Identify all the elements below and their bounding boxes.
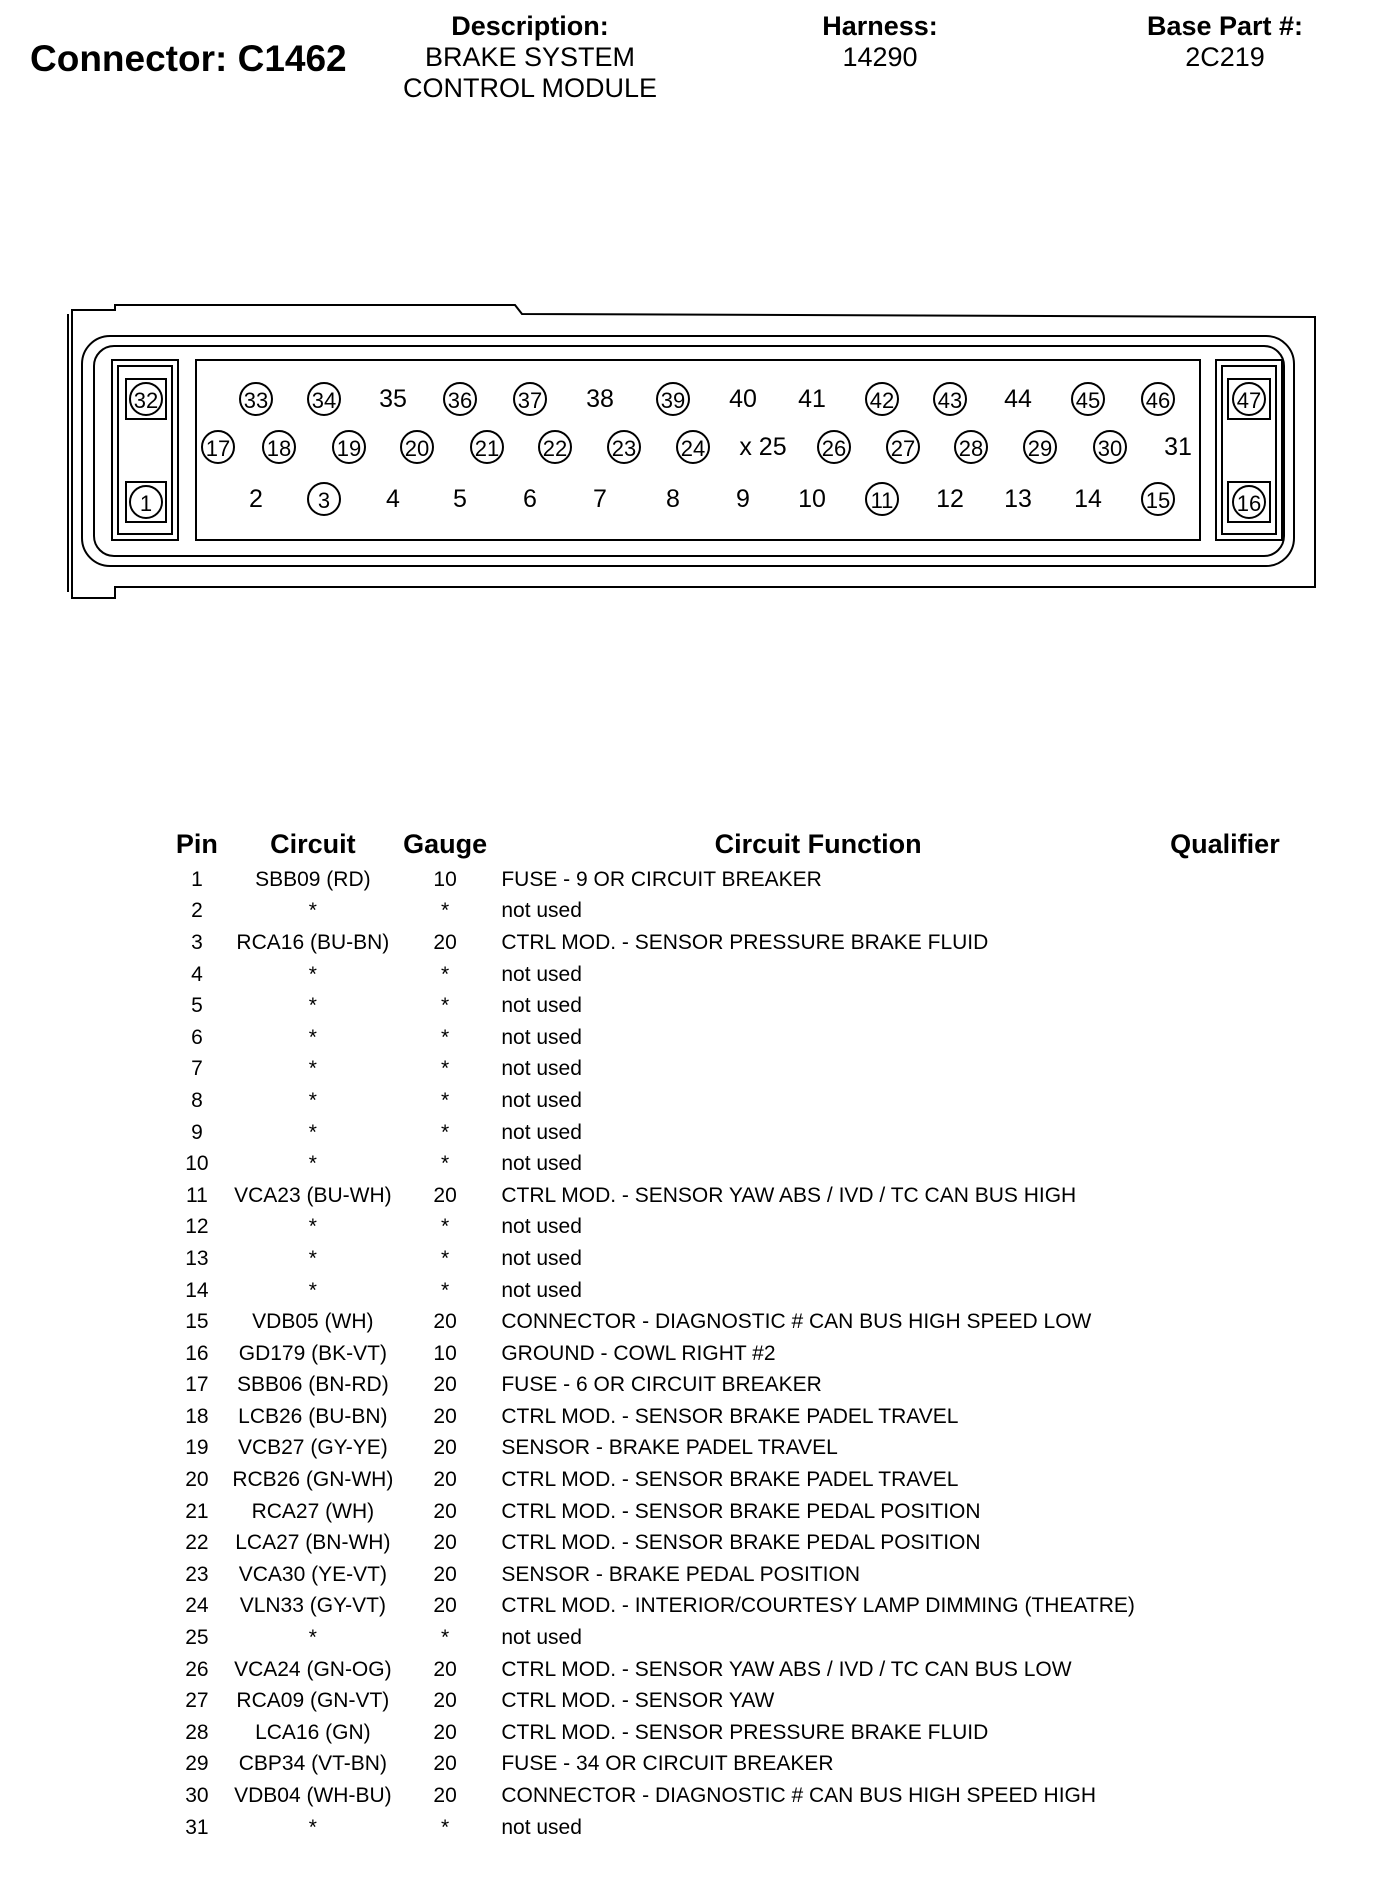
cell-qualifier [1135, 1717, 1315, 1749]
cell-gauge: 10 [433, 867, 457, 891]
cell-circuit: SBB09 (RD) [255, 867, 371, 891]
description-line-2: CONTROL MODULE [402, 73, 658, 103]
cell-circuit: LCB26 (BU-BN) [238, 1404, 388, 1428]
cell-circuit: * [308, 1246, 317, 1270]
cell-gauge: 20 [433, 1468, 457, 1492]
cell-circuit: CBP34 (VT-BN) [238, 1752, 387, 1776]
pin-30: 30 [1093, 430, 1127, 464]
cell-function: FUSE - 6 OR CIRCUIT BREAKER [501, 1373, 822, 1397]
table-row [165, 1338, 1315, 1370]
cell-function: CTRL MOD. - SENSOR PRESSURE BRAKE FLUID [501, 930, 989, 954]
cell-gauge: 20 [433, 1404, 457, 1428]
table-header-row [165, 824, 1315, 864]
cell-circuit: VDB04 (WH-BU) [234, 1784, 392, 1808]
cell-pin: 5 [191, 994, 203, 1018]
cell-circuit: RCA27 (WH) [251, 1499, 375, 1523]
cell-qualifier [1135, 1527, 1315, 1559]
cell-function: CONNECTOR - DIAGNOSTIC # CAN BUS HIGH SPEED HIGH [501, 1784, 1097, 1808]
cell-function: not used [501, 1246, 582, 1270]
pin-6: 6 [523, 485, 537, 513]
cell-gauge: 20 [433, 1752, 457, 1776]
pin-5: 5 [453, 485, 467, 513]
pin-7: 7 [593, 485, 607, 513]
cell-qualifier [1135, 1654, 1315, 1686]
cell-circuit: RCB26 (GN-WH) [232, 1468, 394, 1492]
cell-qualifier [1135, 1338, 1315, 1370]
cell-pin: 3 [191, 930, 203, 954]
cell-circuit: * [308, 899, 317, 923]
pin-19: 19 [332, 430, 366, 464]
cell-qualifier [1135, 1812, 1315, 1844]
pin-4: 4 [386, 485, 400, 513]
cell-circuit: LCA16 (GN) [255, 1720, 371, 1744]
table-row [165, 959, 1315, 991]
table-row [165, 1812, 1315, 1844]
cell-function: CTRL MOD. - SENSOR BRAKE PEDAL POSITION [501, 1531, 981, 1555]
cell-gauge: 20 [433, 1310, 457, 1334]
cell-qualifier [1135, 927, 1315, 959]
cell-pin: 29 [185, 1752, 209, 1776]
cell-pin: 26 [185, 1657, 209, 1681]
cell-function: not used [501, 1025, 582, 1049]
cell-circuit: * [308, 1215, 317, 1239]
cell-pin: 14 [185, 1278, 209, 1302]
pin-28: 28 [954, 430, 988, 464]
cell-gauge: 20 [433, 930, 457, 954]
cell-function: not used [501, 899, 582, 923]
cell-circuit: * [308, 994, 317, 1018]
cell-gauge: * [441, 1152, 450, 1176]
cell-qualifier [1135, 1243, 1315, 1275]
cell-qualifier [1135, 1749, 1315, 1781]
cell-qualifier [1135, 1022, 1315, 1054]
cell-gauge: * [441, 1626, 450, 1650]
header-circuit: Circuit [270, 828, 356, 859]
pin-14: 14 [1074, 485, 1102, 513]
cell-qualifier [1135, 1780, 1315, 1812]
cell-circuit: LCA27 (BN-WH) [235, 1531, 391, 1555]
pin-38: 38 [586, 385, 614, 413]
table-row [165, 1401, 1315, 1433]
pin-34: 34 [307, 382, 341, 416]
cell-circuit: * [308, 1088, 317, 1112]
pin-39: 39 [656, 382, 690, 416]
table-row [165, 1243, 1315, 1275]
cell-qualifier [1135, 896, 1315, 928]
cell-pin: 8 [191, 1088, 203, 1112]
cell-function: not used [501, 962, 582, 986]
pin-11: 11 [865, 482, 899, 516]
cell-pin: 30 [185, 1784, 209, 1808]
pinout-table-wrap [165, 824, 1315, 1843]
cell-function: CTRL MOD. - SENSOR BRAKE PADEL TRAVEL [501, 1468, 959, 1492]
cell-function: CTRL MOD. - SENSOR YAW ABS / IVD / TC CAN BUS HIGH [501, 1183, 1077, 1207]
table-row [165, 1054, 1315, 1086]
cell-circuit: RCA09 (GN-VT) [236, 1689, 390, 1713]
cell-qualifier [1135, 1433, 1315, 1465]
base-part-label: Base Part #: [1146, 11, 1304, 41]
header-qualifier: Qualifier [1170, 828, 1280, 859]
cell-pin: 13 [185, 1246, 209, 1270]
cell-gauge: * [441, 1088, 450, 1112]
table-row [165, 1212, 1315, 1244]
cell-function: not used [501, 994, 582, 1018]
cell-function: FUSE - 34 OR CIRCUIT BREAKER [501, 1752, 834, 1776]
pin-23: 23 [607, 430, 641, 464]
cell-circuit: * [308, 1120, 317, 1144]
cell-qualifier [1135, 1685, 1315, 1717]
harness-label: Harness: [822, 11, 938, 41]
cell-pin: 10 [185, 1152, 209, 1176]
cell-pin: 18 [185, 1404, 209, 1428]
connector-diagram [60, 300, 1320, 600]
cell-circuit: VCA30 (YE-VT) [238, 1562, 387, 1586]
cell-qualifier [1135, 1464, 1315, 1496]
cell-qualifier [1135, 1148, 1315, 1180]
cell-gauge: * [441, 1278, 450, 1302]
cell-pin: 31 [185, 1815, 209, 1839]
cell-function: CONNECTOR - DIAGNOSTIC # CAN BUS HIGH SPEED LOW [501, 1310, 1092, 1334]
pin-10: 10 [798, 485, 826, 513]
cell-qualifier [1135, 1085, 1315, 1117]
table-row [165, 1306, 1315, 1338]
table-row [165, 1496, 1315, 1528]
cell-pin: 28 [185, 1720, 209, 1744]
cell-pin: 24 [185, 1594, 209, 1618]
table-row [165, 1117, 1315, 1149]
cell-circuit: VCA23 (BU-WH) [234, 1183, 392, 1207]
cell-qualifier [1135, 1054, 1315, 1086]
table-row [165, 896, 1315, 928]
table-row [165, 1749, 1315, 1781]
pin-corner-top-right: 47 [1232, 382, 1266, 416]
pin-29: 29 [1023, 430, 1057, 464]
base-part-block [1110, 10, 1340, 73]
cell-pin: 9 [191, 1120, 203, 1144]
cell-gauge: 10 [433, 1341, 457, 1365]
pin-corner-bottom-left: 1 [129, 485, 163, 519]
description-block [380, 10, 680, 104]
cell-gauge: * [441, 962, 450, 986]
pin-41: 41 [798, 385, 826, 413]
cell-pin: 27 [185, 1689, 209, 1713]
cell-gauge: * [441, 1057, 450, 1081]
pin-31: 31 [1164, 433, 1192, 461]
cell-gauge: * [441, 994, 450, 1018]
cell-function: not used [501, 1088, 582, 1112]
cell-qualifier [1135, 1591, 1315, 1623]
cell-qualifier [1135, 1275, 1315, 1307]
cell-gauge: 20 [433, 1594, 457, 1618]
cell-function: not used [501, 1057, 582, 1081]
cell-circuit: * [308, 1152, 317, 1176]
cell-function: not used [501, 1815, 582, 1839]
cell-circuit: * [308, 1025, 317, 1049]
cell-function: SENSOR - BRAKE PEDAL POSITION [501, 1562, 860, 1586]
cell-qualifier [1135, 1401, 1315, 1433]
pin-40: 40 [729, 385, 757, 413]
pin-3: 3 [307, 482, 341, 516]
cell-qualifier [1135, 1306, 1315, 1338]
pin-20: 20 [400, 430, 434, 464]
table-row [165, 1022, 1315, 1054]
cell-qualifier [1135, 1559, 1315, 1591]
cell-gauge: * [441, 1815, 450, 1839]
pin-36: 36 [443, 382, 477, 416]
pin-17: 17 [201, 430, 235, 464]
pin-12: 12 [936, 485, 964, 513]
cell-function: not used [501, 1626, 582, 1650]
pin-corner-top-left: 32 [129, 382, 163, 416]
cell-pin: 21 [185, 1499, 209, 1523]
cell-gauge: * [441, 1120, 450, 1144]
cell-gauge: 20 [433, 1784, 457, 1808]
cell-gauge: * [441, 1246, 450, 1270]
cell-circuit: * [308, 1278, 317, 1302]
table-row [165, 1527, 1315, 1559]
pin-44: 44 [1004, 385, 1032, 413]
pin-24: 24 [676, 430, 710, 464]
description-label: Description: [451, 11, 609, 41]
cell-function: CTRL MOD. - SENSOR YAW ABS / IVD / TC CAN BUS LOW [501, 1657, 1072, 1681]
pin-42: 42 [865, 382, 899, 416]
cell-pin: 12 [185, 1215, 209, 1239]
header-gauge: Gauge [403, 828, 488, 859]
cell-pin: 15 [185, 1310, 209, 1334]
cell-gauge: 20 [433, 1436, 457, 1460]
pin-26: 26 [817, 430, 851, 464]
table-row [165, 1685, 1315, 1717]
cell-gauge: 20 [433, 1183, 457, 1207]
cell-circuit: * [308, 962, 317, 986]
cell-gauge: * [441, 899, 450, 923]
pin-8: 8 [666, 485, 680, 513]
cell-qualifier [1135, 1496, 1315, 1528]
table-row [165, 1654, 1315, 1686]
cell-function: not used [501, 1120, 582, 1144]
cell-circuit: VDB05 (WH) [252, 1310, 374, 1334]
cell-function: FUSE - 9 OR CIRCUIT BREAKER [501, 867, 822, 891]
table-row [165, 1717, 1315, 1749]
cell-qualifier [1135, 959, 1315, 991]
table-row [165, 1275, 1315, 1307]
pin-46: 46 [1141, 382, 1175, 416]
pin-35: 35 [379, 385, 407, 413]
table-row [165, 1622, 1315, 1654]
cell-function: CTRL MOD. - SENSOR PRESSURE BRAKE FLUID [501, 1720, 989, 1744]
cell-gauge: 20 [433, 1720, 457, 1744]
table-row [165, 1180, 1315, 1212]
cell-pin: 17 [185, 1373, 209, 1397]
cell-circuit: VCA24 (GN-OG) [234, 1657, 392, 1681]
cell-function: SENSOR - BRAKE PADEL TRAVEL [501, 1436, 838, 1460]
cell-function: CTRL MOD. - SENSOR YAW [501, 1689, 775, 1713]
pin-27: 27 [886, 430, 920, 464]
cell-pin: 1 [191, 867, 203, 891]
pin-43: 43 [933, 382, 967, 416]
header-function: Circuit Function [714, 828, 922, 859]
cell-pin: 4 [191, 962, 203, 986]
pin-21: 21 [470, 430, 504, 464]
cell-circuit: RCA16 (BU-BN) [236, 930, 390, 954]
cell-function: CTRL MOD. - SENSOR BRAKE PADEL TRAVEL [501, 1404, 959, 1428]
cell-qualifier [1135, 990, 1315, 1022]
cell-pin: 2 [191, 899, 203, 923]
cell-pin: 20 [185, 1468, 209, 1492]
cell-gauge: * [441, 1215, 450, 1239]
cell-function: GROUND - COWL RIGHT #2 [501, 1341, 776, 1365]
connector-title: Connector: C1462 [30, 38, 347, 79]
table-row [165, 1464, 1315, 1496]
table-row [165, 1148, 1315, 1180]
cell-gauge: * [441, 1025, 450, 1049]
cell-qualifier [1135, 864, 1315, 896]
cell-pin: 6 [191, 1025, 203, 1049]
header-pin: Pin [175, 828, 218, 859]
cell-qualifier [1135, 1180, 1315, 1212]
description-line-1: BRAKE SYSTEM [424, 42, 636, 72]
pin-37: 37 [513, 382, 547, 416]
pin-2: 2 [249, 485, 263, 513]
pin-15: 15 [1141, 482, 1175, 516]
cell-gauge: 20 [433, 1689, 457, 1713]
pin-13: 13 [1004, 485, 1032, 513]
table-row [165, 1780, 1315, 1812]
cell-qualifier [1135, 1622, 1315, 1654]
base-part-value: 2C219 [1185, 42, 1265, 72]
cell-circuit: VCB27 (GY-YE) [237, 1436, 388, 1460]
cell-function: not used [501, 1278, 582, 1302]
harness-block [780, 10, 980, 73]
cell-circuit: * [308, 1815, 317, 1839]
table-row [165, 1085, 1315, 1117]
cell-pin: 25 [185, 1626, 209, 1650]
cell-gauge: 20 [433, 1531, 457, 1555]
pin-9: 9 [736, 485, 750, 513]
pinout-table [165, 824, 1315, 1843]
table-row [165, 1433, 1315, 1465]
cell-qualifier [1135, 1212, 1315, 1244]
cell-function: CTRL MOD. - INTERIOR/COURTESY LAMP DIMMING (THEATRE) [501, 1594, 1135, 1618]
cell-gauge: 20 [433, 1373, 457, 1397]
pin-18: 18 [262, 430, 296, 464]
table-row [165, 1559, 1315, 1591]
cell-gauge: 20 [433, 1657, 457, 1681]
cell-circuit: * [308, 1057, 317, 1081]
table-row [165, 1370, 1315, 1402]
cell-pin: 22 [185, 1531, 209, 1555]
cell-pin: 16 [185, 1341, 209, 1365]
table-row [165, 927, 1315, 959]
cell-qualifier [1135, 1370, 1315, 1402]
cell-circuit: * [308, 1626, 317, 1650]
cell-pin: 11 [186, 1183, 208, 1207]
cell-gauge: 20 [433, 1499, 457, 1523]
cell-function: not used [501, 1215, 582, 1239]
harness-value: 14290 [842, 42, 918, 72]
cell-pin: 19 [185, 1436, 209, 1460]
cell-circuit: SBB06 (BN-RD) [237, 1373, 389, 1397]
pin-33: 33 [239, 382, 273, 416]
cell-qualifier [1135, 1117, 1315, 1149]
table-row [165, 864, 1315, 896]
cell-pin: 23 [185, 1562, 209, 1586]
pin-25: x 25 [739, 433, 787, 461]
cell-gauge: 20 [433, 1562, 457, 1586]
cell-function: not used [501, 1152, 582, 1176]
pin-45: 45 [1071, 382, 1105, 416]
cell-circuit: GD179 (BK-VT) [238, 1341, 387, 1365]
cell-circuit: VLN33 (GY-VT) [239, 1594, 386, 1618]
pin-22: 22 [538, 430, 572, 464]
pin-corner-bottom-right: 16 [1232, 485, 1266, 519]
cell-pin: 7 [191, 1057, 203, 1081]
cell-function: CTRL MOD. - SENSOR BRAKE PEDAL POSITION [501, 1499, 981, 1523]
table-row [165, 1591, 1315, 1623]
table-row [165, 990, 1315, 1022]
